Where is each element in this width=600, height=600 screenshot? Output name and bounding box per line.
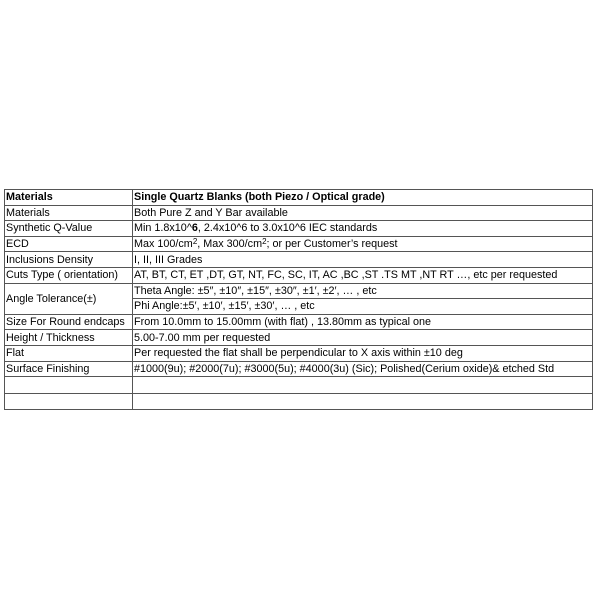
row-value: I, II, III Grades — [133, 252, 593, 268]
table-row — [5, 236, 593, 252]
row-value-theta: Theta Angle: ±5″, ±10″, ±15″, ±30″, ±1′, ±2′, … , etc — [133, 283, 593, 299]
row-label: Angle Tolerance(±) — [5, 283, 133, 314]
header-cell-materials: Materials — [5, 190, 133, 206]
row-label: Synthetic Q-Value — [5, 221, 133, 237]
row-value — [133, 236, 593, 252]
table-row — [5, 314, 593, 330]
table-row — [5, 361, 593, 377]
row-value: 5.00-7.00 mm per requested — [133, 330, 593, 346]
row-label: Size For Round endcaps — [5, 314, 133, 330]
table-row — [5, 205, 593, 221]
row-value: From 10.0mm to 15.00mm (with flat) , 13.80mm as typical one — [133, 314, 593, 330]
row-label: Materials — [5, 205, 133, 221]
table-header-row — [5, 190, 593, 206]
empty-row — [5, 393, 593, 410]
row-value — [133, 221, 593, 237]
row-label: Surface Finishing — [5, 361, 133, 377]
row-label: Cuts Type ( orientation) — [5, 267, 133, 283]
row-value: Both Pure Z and Y Bar available — [133, 205, 593, 221]
empty-cell — [133, 393, 593, 410]
table-row — [5, 221, 593, 237]
q-value-part-c: , 2.4x10^6 to 3.0x10^6 IEC standards — [197, 222, 378, 235]
row-value: AT, BT, CT, ET ,DT, GT, NT, FC, SC, IT, AC ,BC ,ST .TS MT ,NT RT …, etc per requested — [133, 267, 593, 283]
ecd-part-e: ; or per Customer’s request — [266, 238, 398, 251]
table-row — [5, 267, 593, 283]
row-label: Inclusions Density — [5, 252, 133, 268]
row-label: ECD — [5, 236, 133, 252]
row-label: Height / Thickness — [5, 330, 133, 346]
q-value-exponent: 6 — [191, 222, 198, 235]
row-value: #1000(9u); #2000(7u); #3000(5u); #4000(3u) (Sic); Polished(Cerium oxide)& etched Std — [133, 361, 593, 377]
table-row — [5, 330, 593, 346]
row-value: Per requested the flat shall be perpendicular to X axis within ±10 deg — [133, 345, 593, 361]
table-row — [5, 345, 593, 361]
table-row — [5, 252, 593, 268]
header-cell-description: Single Quartz Blanks (both Piezo / Optical grade) — [133, 190, 593, 206]
spec-table — [4, 189, 593, 410]
ecd-superscript-2: 2 — [262, 237, 267, 247]
ecd-superscript-1: 2 — [192, 237, 198, 247]
empty-cell — [5, 393, 133, 410]
q-value-part-a: Min 1.8x10^ — [134, 222, 192, 235]
empty-cell — [5, 377, 133, 394]
empty-row — [5, 377, 593, 394]
ecd-part-c: , Max 300/cm — [197, 238, 263, 251]
row-label: Flat — [5, 345, 133, 361]
empty-cell — [133, 377, 593, 394]
table-row — [5, 283, 593, 299]
row-value-phi: Phi Angle:±5′, ±10′, ±15′, ±30′, … , etc — [133, 299, 593, 315]
ecd-part-a: Max 100/cm — [134, 238, 193, 251]
